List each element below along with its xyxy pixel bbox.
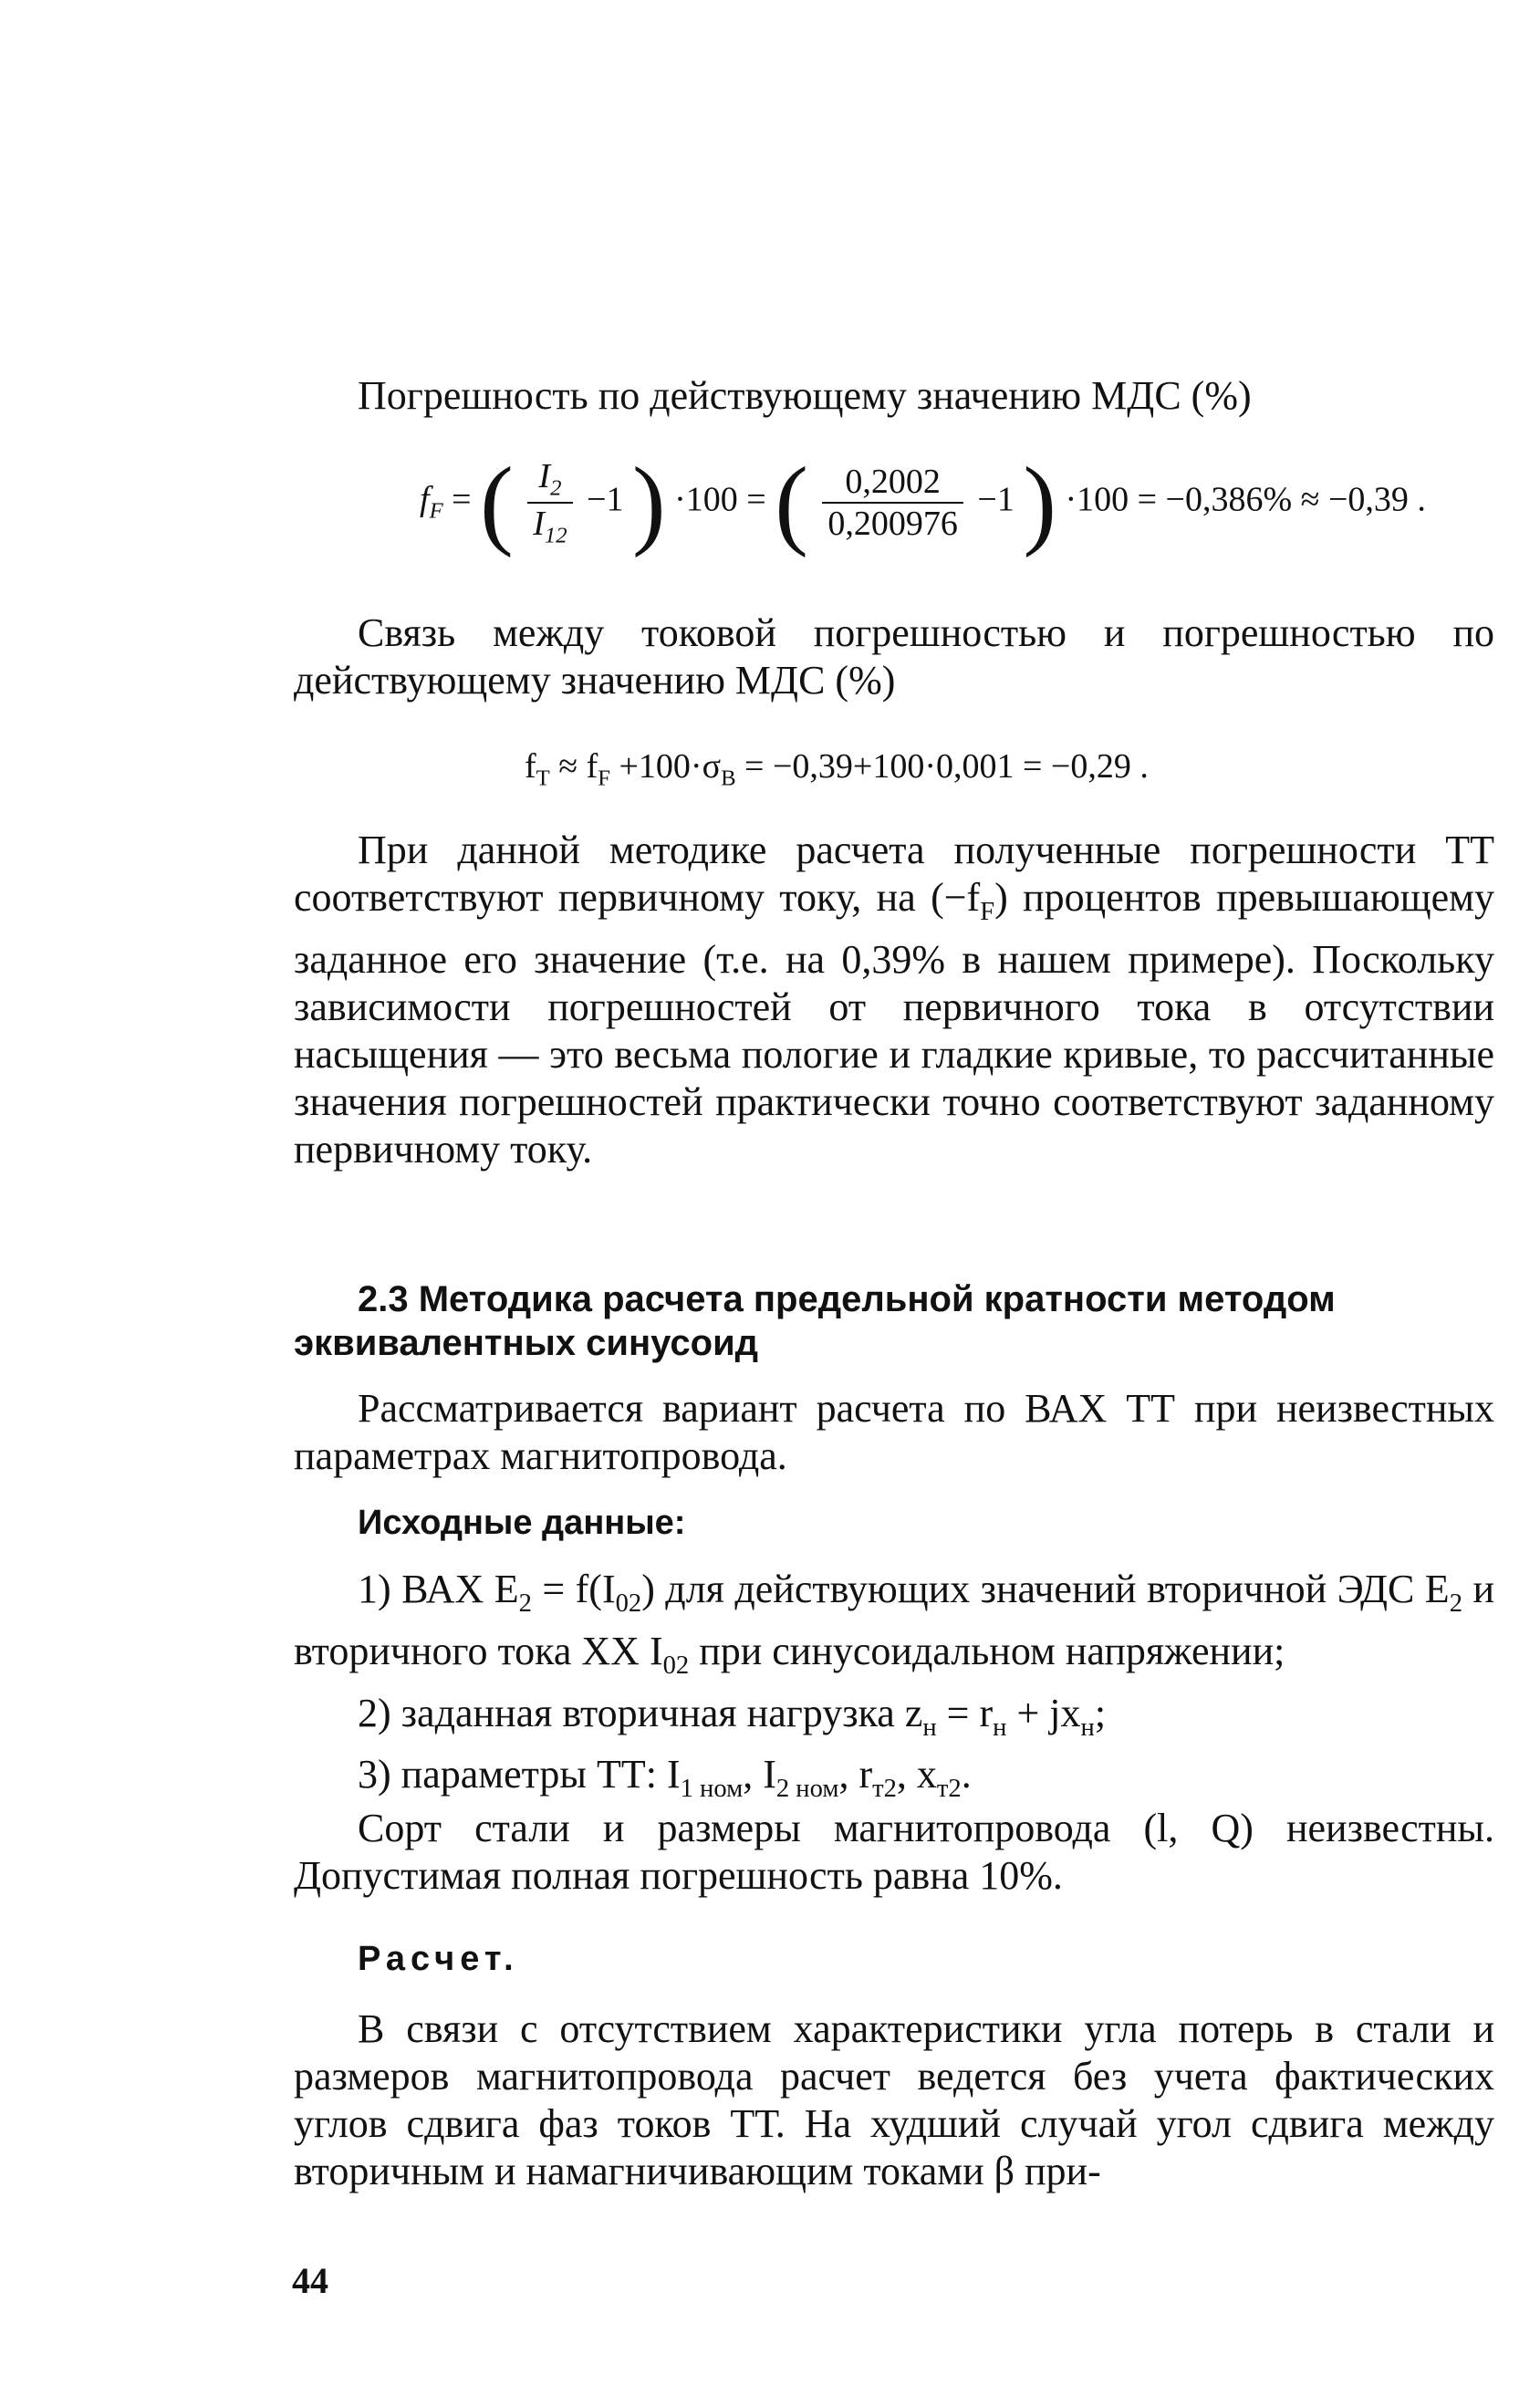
input-data-label: Исходные данные: <box>358 1504 686 1542</box>
intro-text: Погрешность по действующему значению МДС (%) <box>358 373 1252 418</box>
formula1-fraction-values: $\frac{0,2002}{0,200976}$ <box>822 462 963 544</box>
formula1-result: ·100 = −0,386% ≈ −0,39 . <box>1065 480 1426 519</box>
link-paragraph <box>294 609 1494 704</box>
formula1-lhs: $f_F$ <box>420 480 443 524</box>
input-item-2: 2) заданная вторичная нагрузка $z_н = r_н + jx_н$; <box>358 1690 1107 1742</box>
formula-f-t: $f_T \approx f_F +100\cdot\sigma_B = -0,39+100\cdot 0,001 = -0,29$ . <box>525 747 1149 791</box>
paragraph-variant <box>294 1385 1494 1480</box>
intro-line <box>294 372 1494 420</box>
formula1-fraction-currents: $\frac{I_2}{I_{12}}$ <box>527 456 572 548</box>
input-items-list <box>294 1566 1494 1813</box>
method-text: При данной методике расчета полученные погрешности ТТ соответствуют первичному току, на $(-f_F)$ процентов превышающему заданное его значение (т.е. на 0,39% в нашем примере). Поскольку зависимости погрешностей от первичного тока в отсутствии насыщения — это весьма пологие и гладкие кривые, то рассчитанные значения погрешностей практически точно соответствуют заданному первичному току. <box>294 828 1494 1172</box>
paragraph-method <box>294 827 1494 1173</box>
section-heading: 2.3 Методика расчета предельной кратности методом эквивалентных синусоид <box>294 1279 1336 1363</box>
steel-text: Сорт стали и размеры магнитопровода (l, Q) неизвестны. Допустимая полная погрешность равна 10%. <box>294 1806 1494 1898</box>
page-number: 44 <box>292 2260 328 2301</box>
input-item-1: 1) ВАХ $E_2 = f(I_{02})$ для действующих значений вторичной ЭДС $E_2$ и вторичного тока ХХ $I_{02}$ при синусоидальном напряжении; <box>294 1567 1494 1680</box>
paragraph-steel <box>294 1805 1494 1900</box>
paragraph-calc <box>294 2005 1494 2195</box>
link-text: Связь между токовой погрешностью и погрешностью по действующему значению МДС (%) <box>294 610 1494 703</box>
input-item-3: 3) параметры ТТ: $I_{1 ном}$, $I_{2 ном}$, $r_{т2}$, $x_{т2}$. <box>358 1752 972 1804</box>
calc-label: Расчет. <box>358 1940 519 1978</box>
calc-text: В связи с отсутствием характеристики угла потерь в стали и размеров магнитопровода расчет ведется без учета фактических углов сдвига фаз токов ТТ. На худший случай угол сдвига между вторичным и намагничивающим токами β при- <box>294 2006 1494 2193</box>
variant-text: Рассматривается вариант расчета по ВАХ ТТ при неизвестных параметрах магнитопровода. <box>294 1386 1494 1478</box>
formula-f-f: $f_F$ = ( $\frac{I_2}{I_{12}}$ −1 ) ·100 = ( $\frac{0,2002}{0,200976}$ −1 ) ·100 = −0,386% ≈ −0,39 . <box>420 446 1426 558</box>
